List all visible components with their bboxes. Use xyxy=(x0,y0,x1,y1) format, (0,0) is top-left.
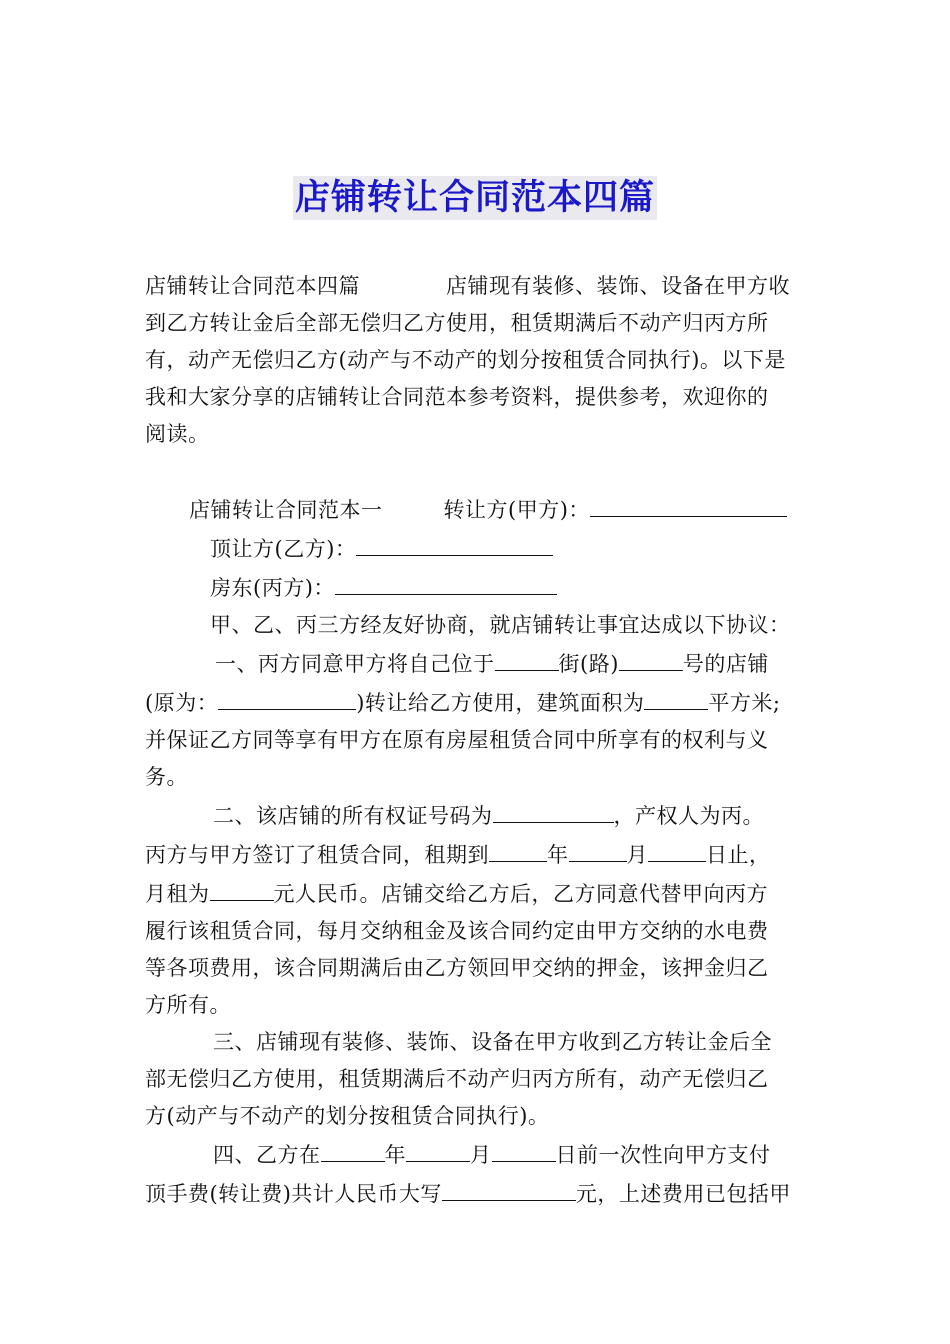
clause1-text: 街(路) xyxy=(558,652,619,676)
intro-line: 有，动产无偿归乙方(动产与不动产的划分按租赁合同执行)。以下是 xyxy=(145,348,786,372)
clause4-text: 元，上述费用已包括甲 xyxy=(575,1182,791,1206)
clause2-text: 二、该店铺的所有权证号码为 xyxy=(213,804,493,828)
clause2-text: 丙方与甲方签订了租赁合同，租期到 xyxy=(145,843,489,867)
clause1-text: 号的店铺 xyxy=(682,652,769,676)
agreement-line: 甲、乙、丙三方经友好协商，就店铺转让事宜达成以下协议： xyxy=(210,613,791,637)
clause3-line: 三、店铺现有装修、装饰、设备在甲方收到乙方转让金后全 xyxy=(213,1030,772,1054)
clause2-text: 年 xyxy=(547,843,569,867)
clause1-line: 务。 xyxy=(145,765,188,789)
clause2-line: 等各项费用，该合同期满后由乙方领回甲交纳的押金，该押金归乙 xyxy=(145,956,769,980)
fee-blank xyxy=(442,1174,576,1201)
clause1-text: )转让给乙方使用，建筑面积为 xyxy=(356,691,645,715)
original-blank xyxy=(218,683,356,710)
contract-heading-line xyxy=(145,490,809,529)
intro-line: 阅读。 xyxy=(145,422,210,446)
paragraph-gap xyxy=(145,453,809,490)
clause1-text: (原为： xyxy=(145,691,219,715)
clause1-line xyxy=(145,683,809,722)
clause4-text: 月 xyxy=(470,1143,492,1167)
month-blank xyxy=(569,835,627,862)
clause2-text: 月 xyxy=(626,843,648,867)
clause2-line: 履行该租赁合同，每月交纳租金及该合同约定由甲方交纳的水电费 xyxy=(145,919,769,943)
clause2-line xyxy=(145,874,809,913)
clause2-text: 月租为 xyxy=(145,882,210,906)
clause2-line xyxy=(145,835,809,874)
day-blank xyxy=(648,835,706,862)
party-c-label: 房东(丙方)： xyxy=(210,576,335,600)
party-c-line xyxy=(145,568,809,607)
clause2-line: 方所有。 xyxy=(145,993,231,1017)
document-body xyxy=(145,268,809,1213)
party-b-blank xyxy=(356,529,553,556)
clause1-text: 平方米; xyxy=(708,691,781,715)
party-c-blank xyxy=(335,568,557,595)
year-blank xyxy=(489,835,547,862)
pay-day-blank xyxy=(492,1135,556,1162)
clause4-text: 顶手费(转让费)共计人民币大写 xyxy=(145,1182,442,1206)
area-blank xyxy=(644,683,708,710)
clause2-line xyxy=(145,796,809,835)
clause1-line: 并保证乙方同等享有甲方在原有房屋租赁合同中所享有的权利与义 xyxy=(145,728,769,752)
party-a-blank xyxy=(590,490,787,517)
title-area xyxy=(0,176,950,220)
pay-year-blank xyxy=(321,1135,385,1162)
document-title: 店铺转让合同范本四篇 xyxy=(294,178,655,218)
rent-blank xyxy=(210,874,274,901)
party-b-line xyxy=(145,529,809,568)
party-b-label: 顶让方(乙方)： xyxy=(210,537,357,561)
clause4-line xyxy=(145,1174,809,1213)
clause1-line xyxy=(145,644,809,683)
intro-line: 到乙方转让金后全部无偿归乙方使用，租赁期满后不动产归丙方所 xyxy=(145,311,769,335)
clause2-text: ，产权人为丙。 xyxy=(613,804,764,828)
clause2-text: 元人民币。店铺交给乙方后，乙方同意代替甲向丙方 xyxy=(273,882,768,906)
certificate-blank xyxy=(493,796,614,823)
clause4-text: 四、乙方在 xyxy=(213,1143,321,1167)
pay-month-blank xyxy=(406,1135,470,1162)
party-a-label: 转让方(甲方)： xyxy=(443,498,590,522)
clause3-line: 方(动产与不动产的划分按租赁合同执行)。 xyxy=(145,1104,550,1128)
contract-heading: 店铺转让合同范本一 xyxy=(189,498,383,522)
number-blank xyxy=(619,644,683,671)
clause4-text: 年 xyxy=(384,1143,406,1167)
clause1-text: 一、丙方同意甲方将自己位于 xyxy=(215,652,495,676)
clause3-line: 部无偿归乙方使用，租赁期满后不动产归丙方所有，动产无偿归乙 xyxy=(145,1067,769,1091)
clause2-text: 日止， xyxy=(706,843,771,867)
intro-line: 店铺转让合同范本四篇 店铺现有装修、装饰、设备在甲方收 xyxy=(145,274,790,298)
street-blank xyxy=(495,644,559,671)
intro-line: 我和大家分享的店铺转让合同范本参考资料，提供参考，欢迎你的 xyxy=(145,385,769,409)
clause4-line xyxy=(145,1135,809,1174)
clause4-text: 日前一次性向甲方支付 xyxy=(555,1143,771,1167)
